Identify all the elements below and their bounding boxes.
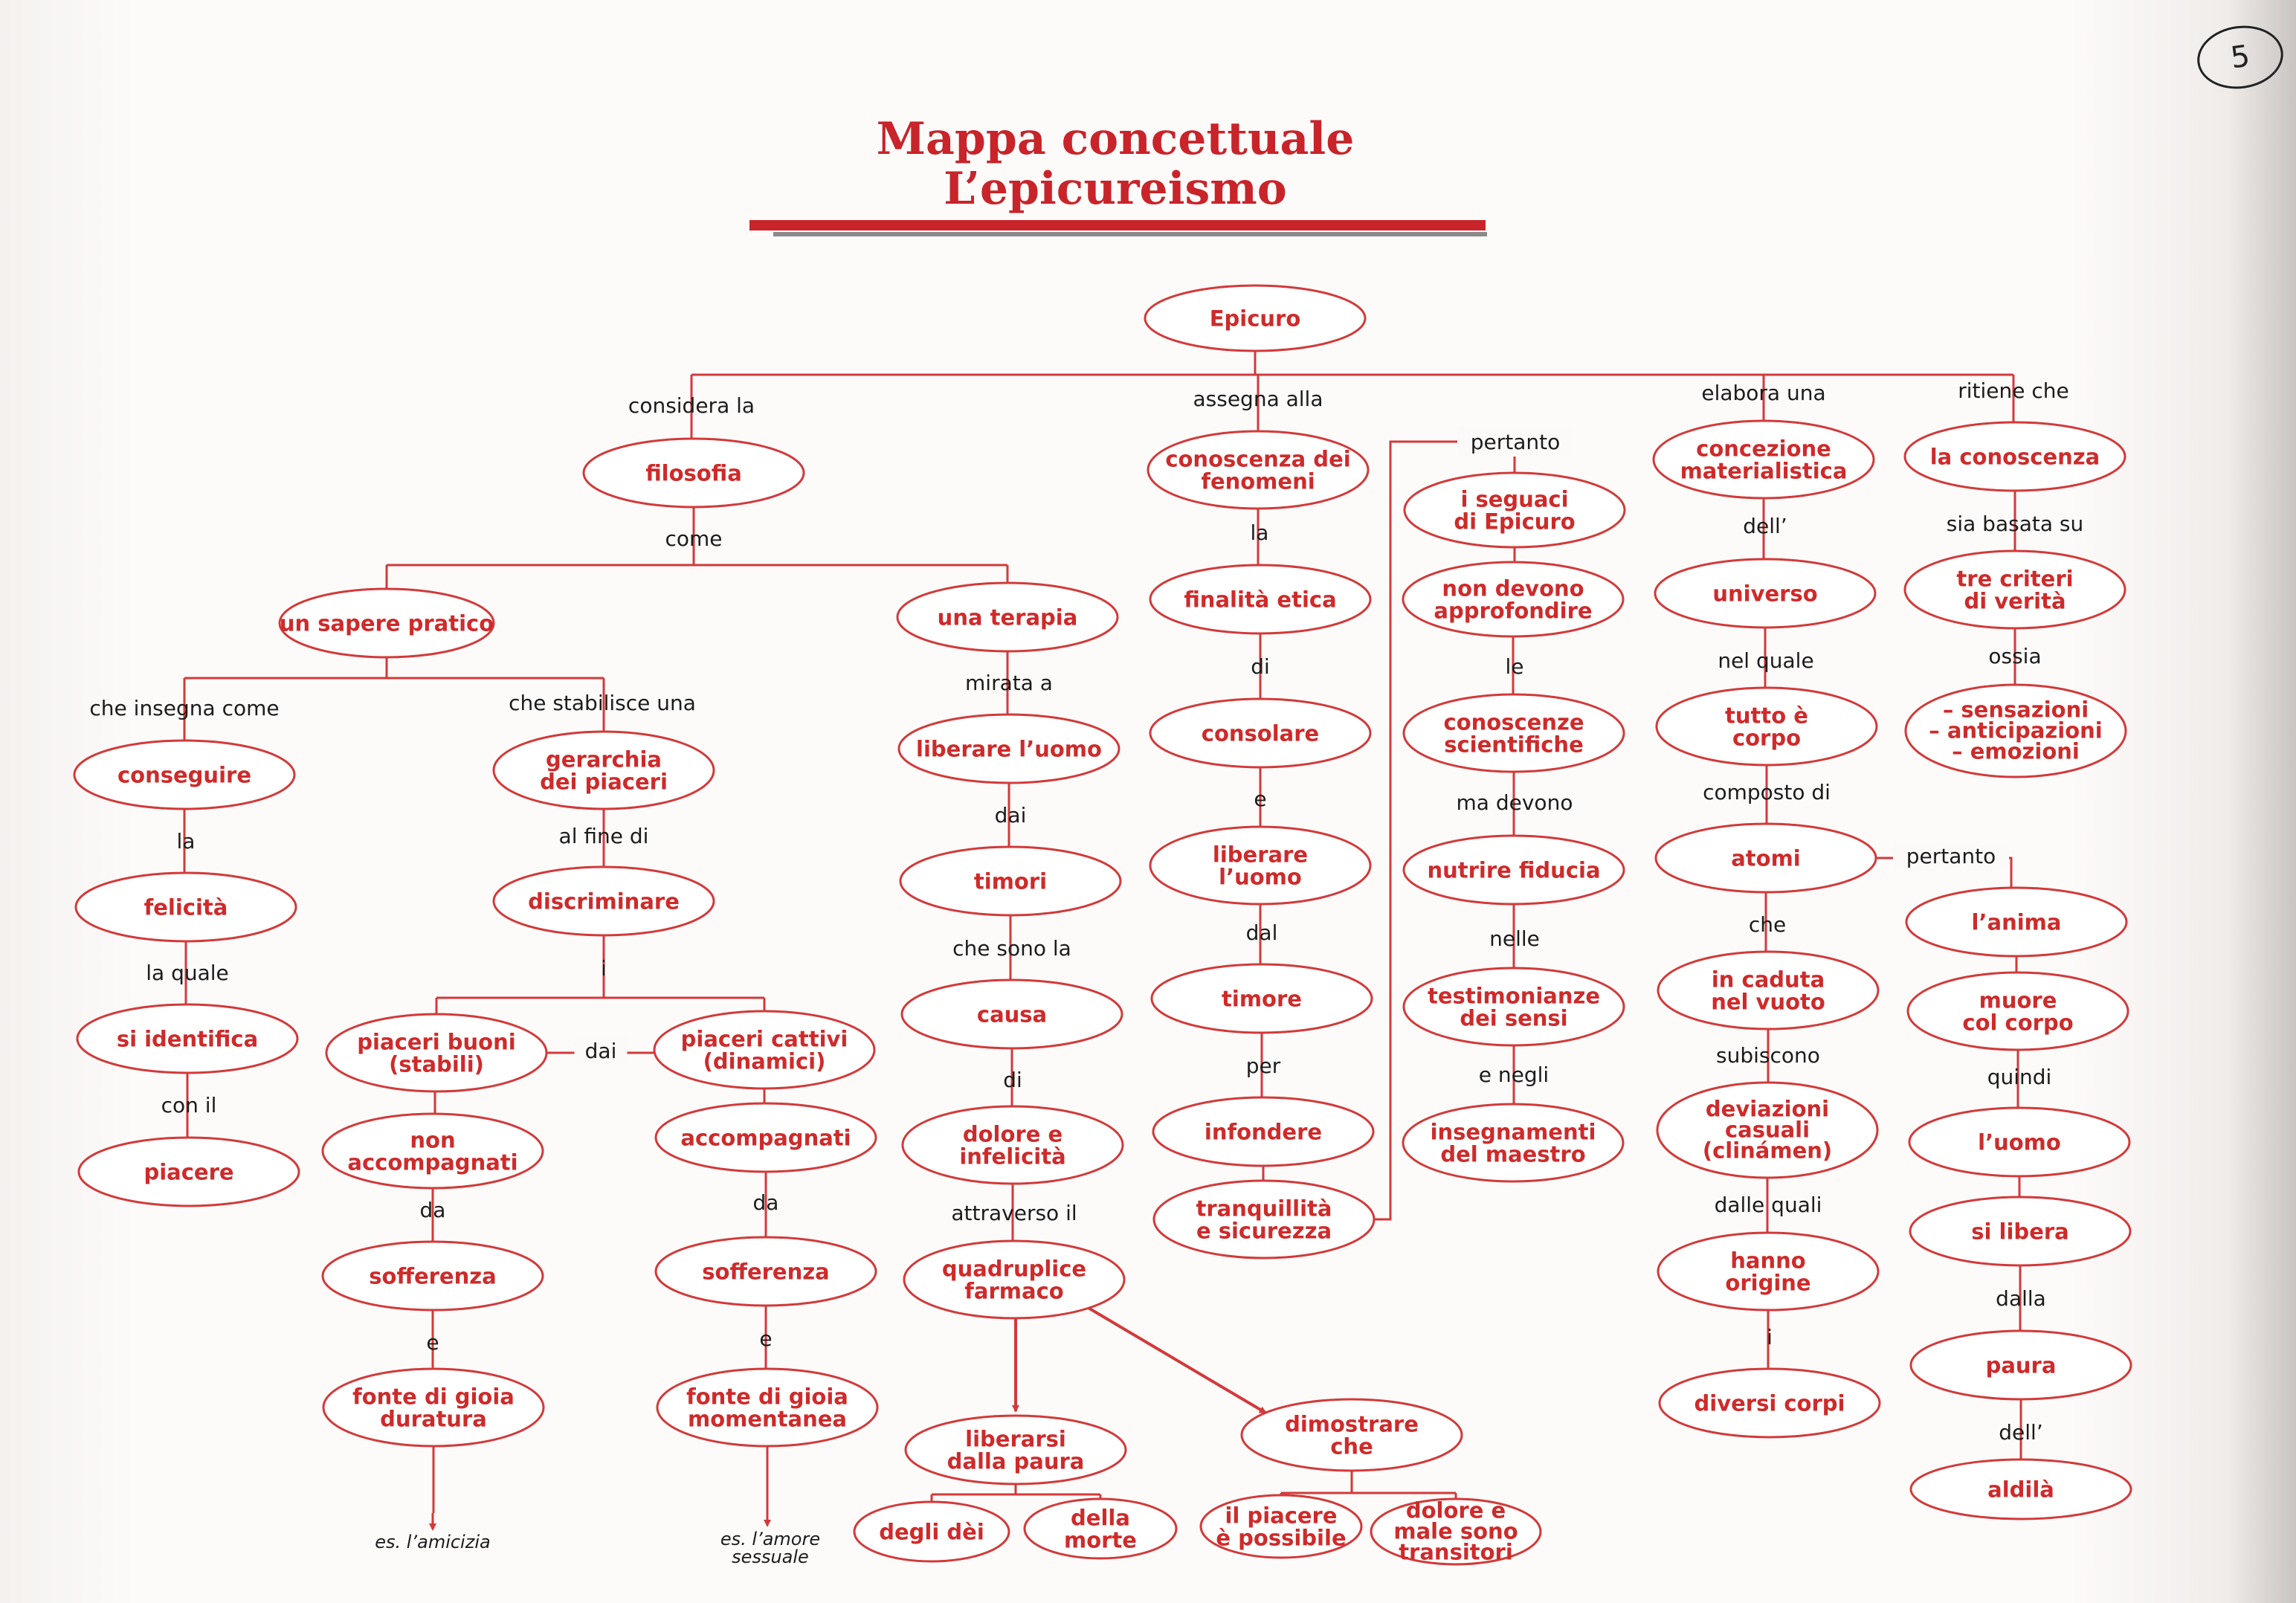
node-label: tutto è bbox=[1725, 703, 1808, 729]
link-label-laquale: la quale bbox=[146, 961, 229, 985]
node-label: e sicurezza bbox=[1196, 1218, 1332, 1244]
node-label: paura bbox=[1985, 1352, 2057, 1378]
examples bbox=[375, 1529, 820, 1567]
concept-node-sapere bbox=[280, 589, 494, 657]
node-label: della bbox=[1071, 1505, 1130, 1531]
link-label-ossia: ossia bbox=[1988, 644, 2042, 668]
concept-node-acc bbox=[656, 1103, 876, 1172]
node-label: tre criteri bbox=[1956, 566, 2074, 592]
link-label-i1: i bbox=[601, 956, 607, 981]
page-title: Mappa concettuale bbox=[876, 113, 1355, 165]
link-label-subiscono: subiscono bbox=[1716, 1043, 1820, 1068]
node-label: la conoscenza bbox=[1929, 444, 2100, 470]
node-label: quadruplice bbox=[941, 1256, 1087, 1282]
link-label-ritiene: ritiene che bbox=[1958, 378, 2069, 403]
link-label-stabilisce: che stabilisce una bbox=[509, 691, 696, 715]
concept-node-nonacc bbox=[323, 1114, 543, 1188]
node-label: liberare l’uomo bbox=[916, 736, 1102, 762]
node-label: fonte di gioia bbox=[352, 1384, 515, 1410]
node-label: una terapia bbox=[937, 604, 1078, 630]
concept-node-tutto bbox=[1657, 688, 1877, 765]
concept-node-insegnamenti bbox=[1403, 1104, 1623, 1181]
node-label: causa bbox=[976, 1002, 1048, 1028]
title-block bbox=[749, 113, 1487, 236]
page-number: 5 bbox=[2193, 20, 2288, 94]
link-label-le: le bbox=[1505, 654, 1524, 679]
concept-node-cattivi bbox=[654, 1011, 874, 1088]
link-label-dell2: dell’ bbox=[1999, 1420, 2043, 1445]
node-label: filosofia bbox=[645, 460, 742, 486]
node-label: hanno bbox=[1730, 1248, 1806, 1274]
concept-nodes bbox=[74, 286, 2131, 1564]
node-label: dolore e bbox=[962, 1121, 1063, 1147]
link-label-e3: e bbox=[1254, 787, 1267, 811]
node-label: diversi corpi bbox=[1694, 1390, 1845, 1416]
concept-node-gioia1 bbox=[323, 1369, 544, 1446]
link-label-di1: di bbox=[1003, 1068, 1022, 1092]
link-label-dell1: dell’ bbox=[1743, 514, 1787, 538]
node-label: conoscenza dei bbox=[1165, 446, 1351, 472]
node-label: – anticipazioni bbox=[1929, 717, 2103, 744]
node-label: accompagnati bbox=[347, 1149, 518, 1175]
concept-node-gioia2 bbox=[657, 1369, 877, 1446]
concept-node-morte bbox=[1025, 1499, 1176, 1558]
concept-node-gerarchia bbox=[494, 732, 714, 809]
title-underline bbox=[749, 220, 1486, 230]
concept-node-conoscenzesci bbox=[1404, 694, 1624, 772]
node-label: i seguaci bbox=[1460, 486, 1569, 512]
node-label: universo bbox=[1712, 581, 1818, 607]
node-label: testimonianze bbox=[1427, 983, 1601, 1009]
concept-node-finalita bbox=[1150, 565, 1370, 633]
node-label: farmaco bbox=[964, 1278, 1064, 1304]
node-label: morte bbox=[1064, 1527, 1137, 1553]
link-label-quindi: quindi bbox=[1987, 1065, 2052, 1089]
link-label-enegli: e negli bbox=[1478, 1062, 1550, 1087]
title-underline-shadow bbox=[773, 232, 1487, 236]
concept-node-liberare2 bbox=[1150, 827, 1370, 904]
concept-node-muore bbox=[1908, 973, 2128, 1050]
concept-node-testimonianze bbox=[1404, 968, 1624, 1045]
link-label-da1: da bbox=[419, 1198, 446, 1222]
link-label-i2: i bbox=[1767, 1325, 1773, 1349]
node-label: accompagnati bbox=[680, 1125, 851, 1151]
node-label: liberare bbox=[1212, 842, 1309, 868]
node-label: sofferenza bbox=[369, 1263, 497, 1289]
node-label: l’uomo bbox=[1219, 864, 1302, 890]
node-label: corpo bbox=[1732, 725, 1802, 751]
link-label-pertanto1: pertanto bbox=[1470, 430, 1561, 454]
concept-node-infondere bbox=[1153, 1097, 1373, 1166]
node-label: (dinamici) bbox=[703, 1048, 826, 1074]
link-label-nelle: nelle bbox=[1489, 926, 1540, 951]
link-label-dalla: dalla bbox=[1996, 1286, 2046, 1311]
concept-node-soff1 bbox=[323, 1242, 543, 1310]
link-label-da2: da bbox=[752, 1190, 779, 1215]
link-label-dal: dal bbox=[1245, 920, 1278, 945]
node-label: si identifica bbox=[116, 1026, 259, 1052]
node-label: consolare bbox=[1201, 720, 1320, 746]
node-label: l’anima bbox=[1971, 909, 2062, 935]
concept-node-timore bbox=[1152, 964, 1372, 1033]
link-label-attraverso: attraverso il bbox=[951, 1201, 1077, 1225]
node-label: – emozioni bbox=[1952, 738, 2080, 764]
concept-node-discriminare bbox=[494, 867, 714, 935]
concept-node-causa bbox=[902, 980, 1122, 1048]
link-label-dai2: dai bbox=[994, 803, 1027, 828]
example-note: es. l’amore bbox=[720, 1529, 821, 1549]
node-label: di verità bbox=[1964, 588, 2066, 614]
node-label: liberarsi bbox=[965, 1426, 1066, 1452]
node-label: – sensazioni bbox=[1942, 697, 2089, 723]
link-label-nelquale: nel quale bbox=[1718, 648, 1814, 673]
node-label: nel vuoto bbox=[1711, 989, 1825, 1015]
page-subtitle: L’epicureismo bbox=[944, 163, 1287, 215]
concept-node-timori bbox=[900, 847, 1120, 915]
node-label: è possibile bbox=[1216, 1525, 1347, 1551]
node-label: dimostrare bbox=[1285, 1411, 1419, 1437]
concept-node-anima bbox=[1906, 888, 2126, 956]
node-label: piacere bbox=[144, 1159, 234, 1185]
node-label: origine bbox=[1725, 1270, 1811, 1296]
example-note: sessuale bbox=[732, 1546, 809, 1567]
link-label-conil: con il bbox=[161, 1093, 217, 1117]
node-label: conoscenze bbox=[1443, 709, 1584, 735]
node-label: duratura bbox=[380, 1406, 487, 1432]
concept-node-dolore bbox=[903, 1106, 1123, 1184]
concept-node-consolare bbox=[1150, 699, 1370, 767]
concept-node-deviazioni bbox=[1657, 1083, 1877, 1178]
concept-node-degli bbox=[854, 1502, 1009, 1561]
concept-node-terapia bbox=[897, 583, 1118, 651]
concept-node-felicita bbox=[76, 873, 296, 941]
link-label-e2: e bbox=[759, 1326, 773, 1351]
link-label-e1: e bbox=[426, 1330, 439, 1355]
node-label: sofferenza bbox=[702, 1259, 830, 1285]
node-label: insegnamenti bbox=[1430, 1119, 1596, 1145]
node-label: gerarchia bbox=[546, 746, 662, 773]
concept-node-criteri bbox=[1905, 551, 2125, 628]
node-label: timore bbox=[1222, 986, 1302, 1012]
node-label: il piacere bbox=[1225, 1503, 1338, 1529]
node-label: materialistica bbox=[1680, 458, 1848, 484]
link-label-mirata: mirata a bbox=[965, 671, 1053, 695]
node-label: l’uomo bbox=[1978, 1129, 2061, 1155]
concept-node-liberare1 bbox=[899, 715, 1119, 783]
node-label: felicità bbox=[144, 894, 228, 920]
concept-node-uomo bbox=[1909, 1108, 2129, 1176]
concept-node-corpi bbox=[1660, 1369, 1880, 1437]
node-label: (stabili) bbox=[389, 1051, 484, 1077]
node-label: un sapere pratico bbox=[279, 610, 494, 636]
node-label: non bbox=[410, 1127, 456, 1153]
link-label-considera: considera la bbox=[628, 393, 755, 418]
concept-node-quadruplice bbox=[904, 1241, 1124, 1318]
concept-node-piacerepos bbox=[1201, 1495, 1361, 1558]
concept-node-dolorisono bbox=[1371, 1497, 1541, 1564]
concept-node-origine bbox=[1658, 1233, 1878, 1310]
node-label: Epicuro bbox=[1209, 306, 1301, 332]
concept-node-libera bbox=[1910, 1197, 2130, 1265]
node-label: di Epicuro bbox=[1454, 509, 1576, 535]
link-label-di2: di bbox=[1251, 654, 1270, 679]
link-label-alfine: al fine di bbox=[558, 824, 649, 848]
node-label: non devono bbox=[1442, 575, 1584, 601]
node-label: dei sensi bbox=[1460, 1005, 1568, 1031]
link-label-come: come bbox=[665, 526, 723, 551]
concept-node-paura bbox=[1911, 1331, 2131, 1399]
link-label-dai1: dai bbox=[584, 1039, 617, 1063]
concept-node-liberarsi bbox=[906, 1416, 1126, 1484]
node-label: dolore e bbox=[1405, 1497, 1506, 1523]
concept-node-concezione bbox=[1654, 421, 1874, 498]
node-label: piaceri cattivi bbox=[680, 1026, 848, 1052]
node-label: aldilà bbox=[1987, 1477, 2054, 1503]
node-label: deviazioni bbox=[1705, 1096, 1830, 1122]
concept-node-conoscenza bbox=[1905, 422, 2125, 491]
node-label: si libera bbox=[1971, 1219, 2069, 1245]
node-label: infondere bbox=[1204, 1119, 1323, 1145]
concept-node-sensazioni bbox=[1906, 685, 2126, 777]
node-label: male sono bbox=[1393, 1518, 1518, 1544]
link-label-la2: la bbox=[1250, 520, 1269, 545]
node-label: fonte di gioia bbox=[686, 1384, 848, 1410]
node-label: (clinámen) bbox=[1702, 1138, 1833, 1164]
node-label: nutrire fiducia bbox=[1427, 857, 1601, 883]
concept-node-tranquillita bbox=[1154, 1181, 1374, 1258]
concept-node-universo bbox=[1655, 559, 1875, 628]
concept-node-seguaci bbox=[1405, 473, 1625, 547]
node-label: fenomeni bbox=[1201, 468, 1315, 494]
connector-line bbox=[1374, 442, 1515, 1219]
concept-node-nutrire bbox=[1404, 836, 1624, 904]
link-label-per: per bbox=[1245, 1054, 1281, 1078]
node-label: che bbox=[1330, 1433, 1373, 1460]
node-label: concezione bbox=[1696, 436, 1831, 462]
concept-node-buoni bbox=[326, 1014, 546, 1091]
concept-node-conseguire bbox=[74, 741, 294, 809]
node-label: scientifiche bbox=[1444, 732, 1584, 758]
node-label: muore bbox=[1979, 987, 2057, 1013]
link-label-pertanto2: pertanto bbox=[1906, 844, 1996, 868]
concept-node-dimostrare bbox=[1242, 1399, 1462, 1471]
node-label: timori bbox=[973, 868, 1048, 894]
concept-node-piacere bbox=[79, 1138, 299, 1206]
link-label-che: che bbox=[1748, 912, 1787, 937]
concept-node-filosofia bbox=[584, 439, 804, 507]
node-label: infelicità bbox=[959, 1144, 1066, 1170]
concept-node-atomi bbox=[1656, 824, 1876, 892]
node-label: atomi bbox=[1731, 845, 1801, 871]
node-label: degli dèi bbox=[879, 1519, 984, 1545]
node-label: dalla paura bbox=[947, 1448, 1085, 1474]
node-label: in caduta bbox=[1711, 967, 1825, 993]
node-label: casuali bbox=[1724, 1117, 1810, 1143]
link-label-dallequali: dalle quali bbox=[1714, 1193, 1822, 1217]
arrow-line bbox=[1087, 1307, 1265, 1413]
link-label-chesono: che sono la bbox=[952, 936, 1071, 961]
node-label: conseguire bbox=[117, 762, 252, 788]
node-label: dei piaceri bbox=[540, 769, 668, 795]
link-label-la1: la bbox=[176, 829, 196, 854]
concept-node-caduta bbox=[1658, 952, 1878, 1029]
concept-node-epicuro bbox=[1145, 286, 1365, 351]
example-note: es. l’amicizia bbox=[375, 1532, 491, 1552]
concept-node-siidentifica bbox=[77, 1004, 297, 1073]
concept-node-soff2 bbox=[656, 1237, 876, 1306]
concept-node-nondevono bbox=[1403, 562, 1623, 636]
node-label: tranquillità bbox=[1196, 1196, 1332, 1222]
node-label: approfondire bbox=[1434, 598, 1593, 624]
node-label: piaceri buoni bbox=[357, 1029, 516, 1055]
node-label: momentanea bbox=[688, 1406, 847, 1432]
link-label-insegna: che insegna come bbox=[89, 696, 280, 720]
link-label-madevono: ma devono bbox=[1456, 790, 1573, 815]
node-label: transitori bbox=[1399, 1539, 1513, 1565]
link-label-composto: composto di bbox=[1703, 780, 1831, 804]
node-label: discriminare bbox=[528, 888, 680, 915]
link-label-elabora: elabora una bbox=[1701, 381, 1826, 405]
concept-node-conoscenzafen bbox=[1148, 431, 1368, 509]
concept-node-aldila bbox=[1911, 1460, 2131, 1519]
node-label: finalità etica bbox=[1184, 587, 1337, 613]
link-label-siabasata: sia basata su bbox=[1946, 512, 2084, 536]
node-label: del maestro bbox=[1440, 1141, 1586, 1167]
link-label-assegna: assegna alla bbox=[1193, 387, 1323, 411]
node-label: col corpo bbox=[1962, 1010, 2074, 1036]
